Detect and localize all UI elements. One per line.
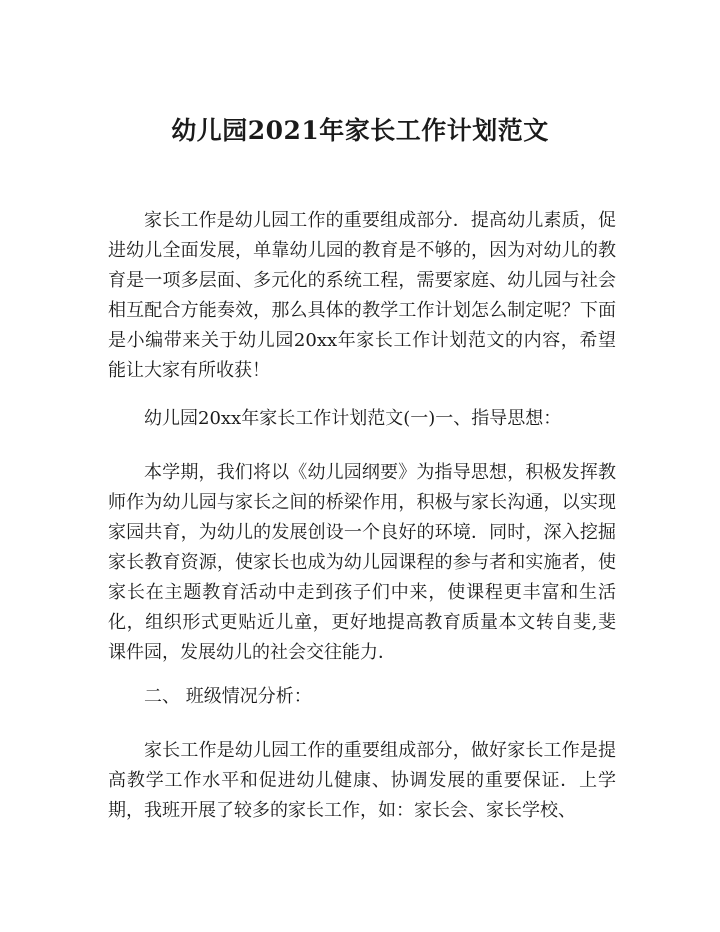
paragraph-section-heading-1: 幼儿园20xx年家长工作计划范文(一)一、指导思想： (144, 408, 562, 429)
paragraph-section-heading-2: 二、 班级情况分析： (144, 686, 312, 707)
paragraph-intro: 家长工作是幼儿园工作的重要组成部分．提高幼儿素质，促进幼儿全面发展，单靠幼儿园的教育是不够的，因为对幼儿的教育是一项多层面、多元化的系统工程，需要家庭、幼儿园与社会相互配合方能奏效，那么具体的教学工作计划怎么制定呢？下面是小编带来关于幼儿园20xx年家长工作计划范文的内容，希望能让大家有所收获！ (108, 210, 616, 381)
paragraph-class-analysis: 家长工作是幼儿园工作的重要组成部分，做好家长工作是提高教学工作水平和促进幼儿健康、协调发展的重要保证．上学期，我班开展了较多的家长工作，如：家长会、家长学校、 (108, 740, 616, 821)
document-title: 幼儿园2021年家长工作计划范文 (171, 116, 549, 145)
paragraph-guiding-thought: 本学期，我们将以《幼儿园纲要》为指导思想，积极发挥教师作为幼儿园与家长之间的桥梁作用，积极与家长沟通，以实现家园共育，为幼儿的发展创设一个良好的环境．同时，深入挖掘家长教育资源，使家长也成为幼儿园课程的参与者和实施者，使家长在主题教育活动中走到孩子们中来，使课程更丰富和生活化，组织形式更贴近儿童，更好地提高教育质量本文转自斐,斐课件园，发展幼儿的社会交往能力． (108, 462, 616, 663)
